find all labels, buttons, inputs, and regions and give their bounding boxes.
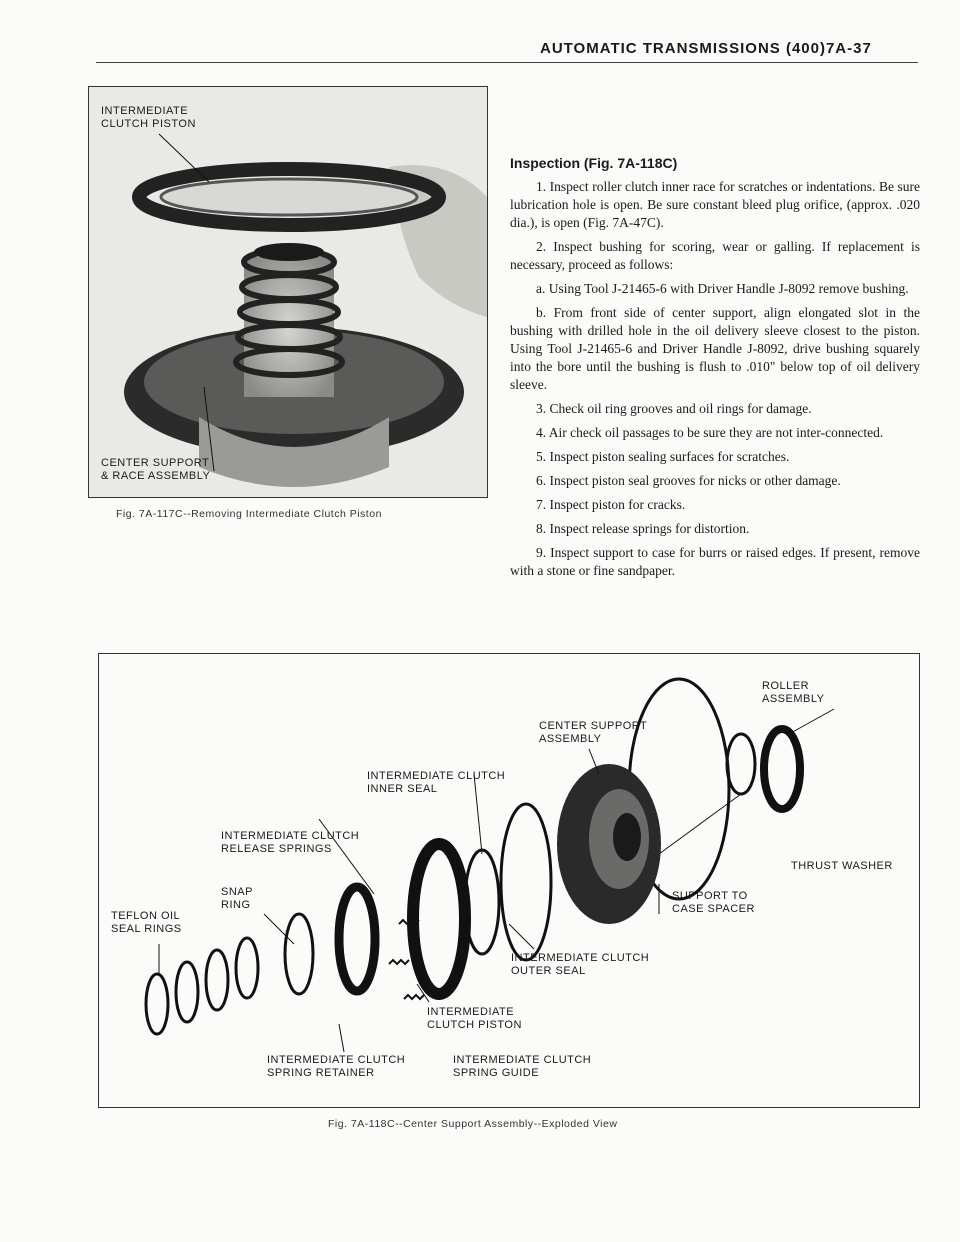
inspection-step: 9. Inspect support to case for burrs or raised edges. If present, remove with a stone or fine sandpaper. (510, 545, 920, 578)
inspection-section (510, 154, 920, 586)
inspection-step: 7. Inspect piston for cracks. (536, 497, 686, 512)
inspection-step: 5. Inspect piston sealing surfaces for scratches. (536, 449, 790, 464)
inspection-step: a. Using Tool J-21465-6 with Driver Handle J-8092 remove bushing. (536, 281, 909, 296)
inspection-step: 3. Check oil ring grooves and oil rings for damage. (536, 401, 812, 416)
photo-illustration (89, 87, 487, 497)
figure-2-exploded-view (98, 653, 920, 1108)
label-inner-seal: INTERMEDIATE CLUTCH INNER SEAL (367, 770, 506, 795)
label-spring-retainer: INTERMEDIATE CLUTCH SPRING RETAINER (267, 1054, 406, 1079)
inspection-step: 1. Inspect roller clutch inner race for scratches or indentations. Be sure lubrication hole is open. Be sure constant bleed plug orifice, (approx. .020 dia.), is open (Fig. 7A-47C). (510, 179, 920, 230)
label-outer-seal: INTERMEDIATE CLUTCH OUTER SEAL (511, 952, 650, 977)
label-support-spacer: SUPPORT TO CASE SPACER (672, 890, 755, 915)
inspection-step: 8. Inspect release springs for distortion. (536, 521, 750, 536)
figure-2-caption: Fig. 7A-118C--Center Support Assembly--Exploded View (328, 1118, 618, 1130)
inspection-step: 4. Air check oil passages to be sure they are not inter-connected. (536, 425, 884, 440)
header-rule (96, 62, 918, 63)
exploded-view-illustration (99, 654, 919, 1107)
label-center-support-race: CENTER SUPPORT & RACE ASSEMBLY (101, 457, 211, 482)
inspection-step: 2. Inspect bushing for scoring, wear or galling. If replacement is necessary, proceed as follows: (510, 239, 920, 272)
inspection-step: 6. Inspect piston seal grooves for nicks or other damage. (536, 473, 841, 488)
inspection-heading: Inspection (Fig. 7A-118C) (510, 155, 678, 171)
label-teflon-seal-rings: TEFLON OIL SEAL RINGS (111, 910, 182, 935)
label-spring-guide: INTERMEDIATE CLUTCH SPRING GUIDE (453, 1054, 592, 1079)
label-release-springs: INTERMEDIATE CLUTCH RELEASE SPRINGS (221, 830, 360, 855)
page-header: AUTOMATIC TRANSMISSIONS (400)7A-37 (540, 40, 872, 57)
label-intermediate-clutch-piston: INTERMEDIATE CLUTCH PISTON (101, 105, 196, 130)
figure-1-photo (88, 86, 488, 498)
label-center-support-assembly: CENTER SUPPORT ASSEMBLY (539, 720, 648, 745)
label-thrust-washer: THRUST WASHER (791, 860, 893, 872)
inspection-step: b. From front side of center support, align elongated slot in the bushing with drilled hole in the oil delivery sleeve closest to the piston. Using Tool J-21465-6 and Driver Handle J-8092, drive bushing squarely into the bore until the bushing is flush to .010" below top of oil delivery sleeve. (510, 305, 920, 392)
label-roller-assembly: ROLLER ASSEMBLY (762, 680, 825, 705)
label-snap-ring: SNAP RING (221, 886, 253, 911)
label-clutch-piston: INTERMEDIATE CLUTCH PISTON (427, 1006, 522, 1031)
figure-1-caption: Fig. 7A-117C--Removing Intermediate Clutch Piston (116, 508, 382, 520)
